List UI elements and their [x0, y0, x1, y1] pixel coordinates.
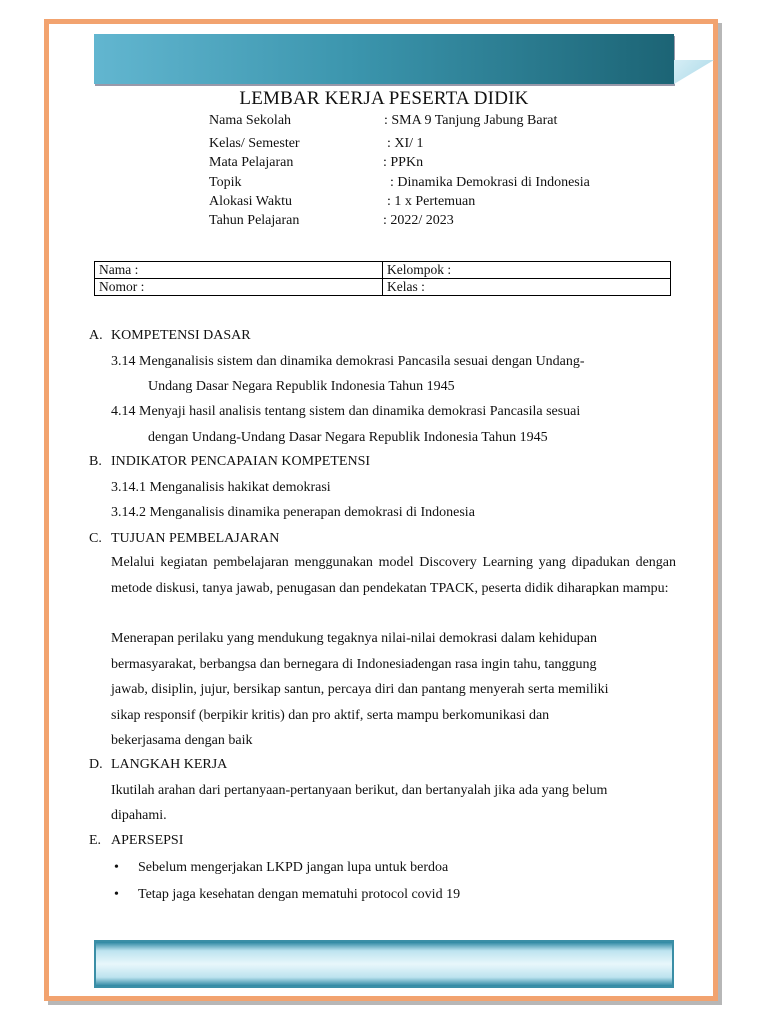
apersepsi-text: Tetap jaga kesehatan dengan mematuhi protocol covid 19 — [138, 887, 461, 902]
section-heading-indikator — [89, 454, 370, 470]
tujuan-line: bekerjasama dengan baik — [111, 733, 253, 748]
bullet-icon: • — [114, 887, 119, 902]
section-title: LANGKAH KERJA — [111, 757, 228, 772]
section-title: KOMPETENSI DASAR — [111, 328, 251, 343]
group-cell[interactable]: Kelompok : — [383, 262, 671, 279]
section-title: APERSEPSI — [111, 833, 184, 848]
info-value: : SMA 9 Tanjung Jabung Barat — [384, 113, 558, 128]
section-letter: D. — [89, 757, 103, 772]
apersepsi-item-1 — [114, 860, 448, 876]
info-value: : 1 x Pertemuan — [387, 194, 476, 209]
tujuan-line: Menerapan perilaku yang mendukung tegaknya nilai-nilai demokrasi dalam kehidupan — [111, 631, 597, 646]
info-value: : PPKn — [383, 155, 424, 170]
info-label: Kelas/ Semester — [209, 136, 300, 151]
info-label: Mata Pelajaran — [209, 155, 294, 170]
info-label: Alokasi Waktu — [209, 194, 292, 209]
footer-banner — [94, 940, 674, 988]
info-label: Topik — [209, 175, 242, 190]
bullet-icon: • — [114, 860, 119, 875]
tujuan-line: sikap responsif (berpikir kritis) dan pro aktif, serta mampu berkomunikasi dan — [111, 708, 550, 723]
section-letter: B. — [89, 454, 102, 469]
info-value: : Dinamika Demokrasi di Indonesia — [390, 175, 590, 190]
info-label: Tahun Pelajaran — [209, 213, 300, 228]
section-heading-langkah — [89, 757, 227, 773]
apersepsi-item-2 — [114, 887, 460, 903]
kd-item-2-line1: 4.14 Menyaji hasil analisis tentang sistem dan dinamika demokrasi Pancasila sesuai — [111, 404, 581, 419]
langkah-line: dipahami. — [111, 808, 167, 823]
langkah-line: Ikutilah arahan dari pertanyaan-pertanyaan berikut, dan bertanyalah jika ada yang belum — [111, 783, 608, 798]
info-label: Nama Sekolah — [209, 113, 292, 128]
section-letter: E. — [89, 833, 102, 848]
section-title: TUJUAN PEMBELAJARAN — [111, 531, 280, 546]
indikator-item-1: 3.14.1 Menganalisis hakikat demokrasi — [111, 480, 331, 495]
number-cell[interactable]: Nomor : — [95, 279, 383, 296]
section-heading-kompetensi — [89, 328, 251, 344]
kd-item-1-line1: 3.14 Menganalisis sistem dan dinamika demokrasi Pancasila sesuai dengan Undang- — [111, 354, 585, 369]
section-letter: A. — [89, 328, 103, 343]
class-cell[interactable]: Kelas : — [383, 279, 671, 296]
info-value: : 2022/ 2023 — [383, 213, 454, 228]
tujuan-line: bermasyarakat, berbangsa dan bernegara di Indonesiadengan rasa ingin tahu, tanggung — [111, 657, 597, 672]
kd-item-1-line2: Undang Dasar Negara Republik Indonesia Tahun 1945 — [148, 379, 455, 394]
name-cell[interactable]: Nama : — [95, 262, 383, 279]
section-letter: C. — [89, 531, 102, 546]
section-heading-tujuan — [89, 531, 279, 547]
section-heading-apersepsi — [89, 833, 183, 849]
tujuan-line: jawab, disiplin, jujur, bersikap santun, percaya diri dan pantang menyerah serta memiliki — [111, 682, 609, 697]
apersepsi-text: Sebelum mengerjakan LKPD jangan lupa untuk berdoa — [138, 860, 449, 875]
indikator-item-2: 3.14.2 Menganalisis dinamika penerapan demokrasi di Indonesia — [111, 505, 475, 520]
student-id-table — [94, 261, 671, 296]
info-value: : XI/ 1 — [387, 136, 424, 151]
document-title: LEMBAR KERJA PESERTA DIDIK — [239, 88, 529, 109]
header-banner — [94, 34, 674, 84]
section-title: INDIKATOR PENCAPAIAN KOMPETENSI — [111, 454, 371, 469]
tujuan-paragraph-1: Melalui kegiatan pembelajaran menggunakan model Discovery Learning yang dipadukan dengan metode diskusi, tanya jawab, penugasan dan pendekatan TPACK, peserta didik diharapkan mampu: — [111, 555, 676, 596]
kd-item-2-line2: dengan Undang-Undang Dasar Negara Republik Indonesia Tahun 1945 — [148, 430, 548, 445]
